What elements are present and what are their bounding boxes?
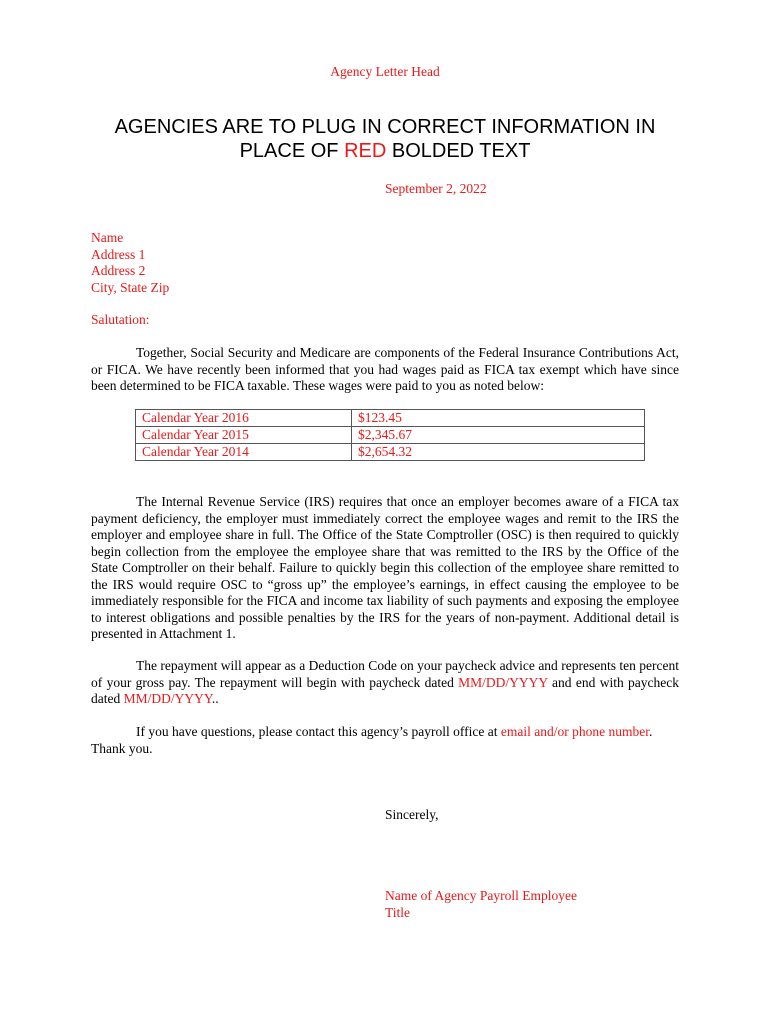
salutation: Salutation: (91, 312, 150, 327)
letter-date: September 2, 2022 (385, 181, 487, 196)
wage-year-cell: Calendar Year 2016 (136, 410, 352, 427)
recipient-city-state-zip: City, State Zip (91, 279, 170, 295)
table-row (136, 427, 645, 444)
wage-year-cell: Calendar Year 2015 (136, 427, 352, 444)
paragraph-irs-requirements: The Internal Revenue Service (IRS) requires that once an employer becomes aware of a FICA tax payment deficiency, the employer must immediately correct the employee wages and remit to the IRS the employer and employee share in full. The Office of the State Comptroller (OSC) is then required to quickly begin collection from the employee the employee share that was remitted to the IRS by the Office of the State Comptroller on their behalf. Failure to quickly begin this collection of the employee share remitted to the IRS would require OSC to “gross up” the employee’s earnings, in effect causing the employee to be immediately responsible for the FICA and income tax liability of such payments and exposing the employee to interest obligations and possible penalties by the IRS for the years of non-payment. Additional detail is presented in Attachment 1. (91, 494, 679, 641)
signature-block (385, 888, 577, 921)
headline-red-word: RED (344, 140, 387, 162)
recipient-address-block (91, 230, 169, 296)
contact-text-1: If you have questions, please contact this agency’s payroll office at (136, 724, 501, 739)
instruction-headline (0, 115, 770, 163)
headline-text-before: PLACE OF (239, 140, 345, 162)
repayment-text-1: The repayment will appear as a Deduction Code on your paycheck advice and represents ten percent of your gross pay. The repayment will begin with paycheck dated (91, 658, 679, 690)
recipient-address-line-2: Address 2 (91, 263, 146, 278)
recipient-name: Name (91, 230, 124, 245)
paragraph-contact (91, 724, 679, 757)
paragraph-fica-intro: Together, Social Security and Medicare are components of the Federal Insurance Contributions Act, or FICA. We have recently been informed that you had wages paid as FICA tax exempt which have since been determined to be FICA taxable. These wages were paid to you as noted below: (91, 345, 679, 393)
headline-line-2 (0, 139, 770, 163)
contact-text-2: . Thank you. (91, 724, 653, 756)
repayment-end-date: MM/DD/YYYY (123, 691, 212, 706)
wage-amount-cell: $2,654.32 (352, 444, 645, 461)
repayment-start-date: MM/DD/YYYY (458, 674, 548, 690)
wage-amount-cell: $123.45 (352, 410, 645, 427)
agency-letterhead: Agency Letter Head (330, 64, 440, 79)
signer-name: Name of Agency Payroll Employee (385, 888, 577, 903)
table-row (136, 410, 645, 427)
headline-line-1: AGENCIES ARE TO PLUG IN CORRECT INFORMATION IN (114, 116, 656, 138)
signer-title: Title (385, 904, 411, 920)
closing: Sincerely, (385, 807, 439, 822)
table-row (136, 444, 645, 461)
wages-table (135, 409, 645, 461)
repayment-text-3: .. (211, 691, 219, 706)
repayment-text-2: and end with paycheck dated (91, 674, 680, 706)
headline-text-after: BOLDED TEXT (386, 140, 531, 162)
contact-info-placeholder: email and/or phone number (500, 724, 649, 739)
recipient-address-line-1: Address 1 (91, 246, 146, 262)
wage-amount-cell: $2,345.67 (352, 427, 645, 444)
paragraph-repayment (91, 658, 679, 708)
wage-year-cell: Calendar Year 2014 (136, 444, 352, 461)
